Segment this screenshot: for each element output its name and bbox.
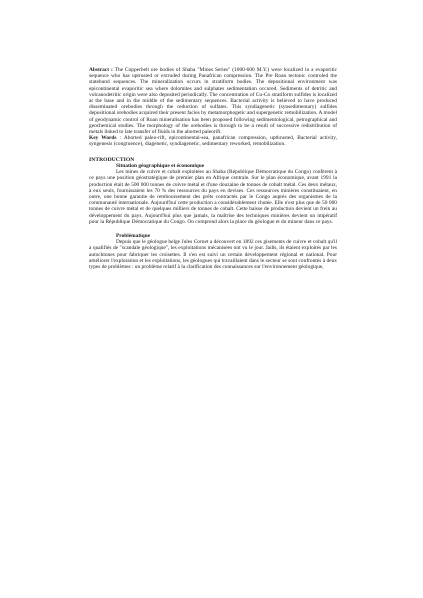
section-title-introduction: INTRODUCTION (89, 156, 135, 163)
keywords-text: : Aborted paleo-rift, epicontinental-sea, panafrican compression, upthrusted, Bacterial activity, syngenesis (congruence), diagenetic, syndiagenetic, sedimentary reworked, remobilization. (89, 135, 337, 148)
abstract-paragraph (89, 67, 337, 135)
situation-paragraph: Les mines de cuivre et cobalt exploitées au Shaba (République Démocratique du Congo) confèrent à ce pays une position géostratégique de premier plan en Afrique centrale. Sur le plan économique, avant 1991 la production était de 500 000 tonnes de cuivre métal et d'une douzaine de tonnes de cobalt métal. Ces deux métaux, à eux seuls, fournissaient les 70 % des ressources du pays en devises. Ces ressources minières constituaient, en outre, une bonne garantie de remboursement des prêts contractés par le Congo auprès des organismes de la communauté internationale. Aujourd'hui cette production a considérablement chutée. Elle n'est plus que de 50 000 tonnes de cuivre métal et de quelques milliers de tonnes de cobalt. Cette baisse de production devient un frein au développement du pays. Aujourd'hui plus que jamais, la maîtrise des techniques minières devient un impératif pour la République Démocratique du Congo. On comprend alors la place du géologue et du mineur dans ce pays. (89, 169, 337, 225)
paper-page (89, 67, 337, 270)
problematique-paragraph: Depuis que le géologue belge Jules Cornet a découvert en 1892 ces gisements de cuivre et cobalt qu'il a qualifiés de "scandale géologique", les exploitations mécanisées ont vu le jour. Jadis, ils étaient exploités par les autochtones pour fabriquer les croisettes. Il s'en est suivi un certain développement régional et national. Pour améliorer l'exploration et les exploitations, les géologues qui travaillaient dans le secteur se sont confrontés à deux types de problèmes : un problème relatif à la clarification des connaissances sur l'environnement géologique, (89, 239, 337, 271)
subsection-title-problematique: Problématique (116, 233, 151, 240)
keywords-label: Key Words (89, 135, 117, 142)
abstract-label: Abstract : (89, 67, 113, 73)
abstract-text: The Copperbelt ore bodies of Shaba "Mines Series" (1000-600 M.Y.) were localized in a evaporitic sequence who has uptrusted or extruded during Panafrican compression. The Pre Roan tectonic controled the statebund sequences. The mineralization occurs in stratiform bodies. The depositional environment was epicontinental evaporitic sea where dolomites and sulphates sedimentation occured. Sediments of detritic and volcanodetritic origin were also deposited periodically. The concentration of Cu-Co stratiform sulfides is localized at the base and in the middle of the sedimentary sequences. Bacterial activity is believed to have produced disseminated orebodies through the reduction of sulfates. This syndiagenetic (synsedimentary) sulfides depositional orebodies acquired their present facies by metamorphogetic and supergenetic remobilization. A model of geodynamic control of Roan mineralisation has been proposed following sedimentological, petrographical and geochemical studies. The morphology of the orebodies is through to be a result of successive redistribution of metals linked to late transfer of fluids in the aborted paleorift. (89, 67, 337, 136)
keywords-paragraph (89, 135, 337, 147)
subsection-title-situation: Situation géographique et économique (116, 163, 205, 170)
